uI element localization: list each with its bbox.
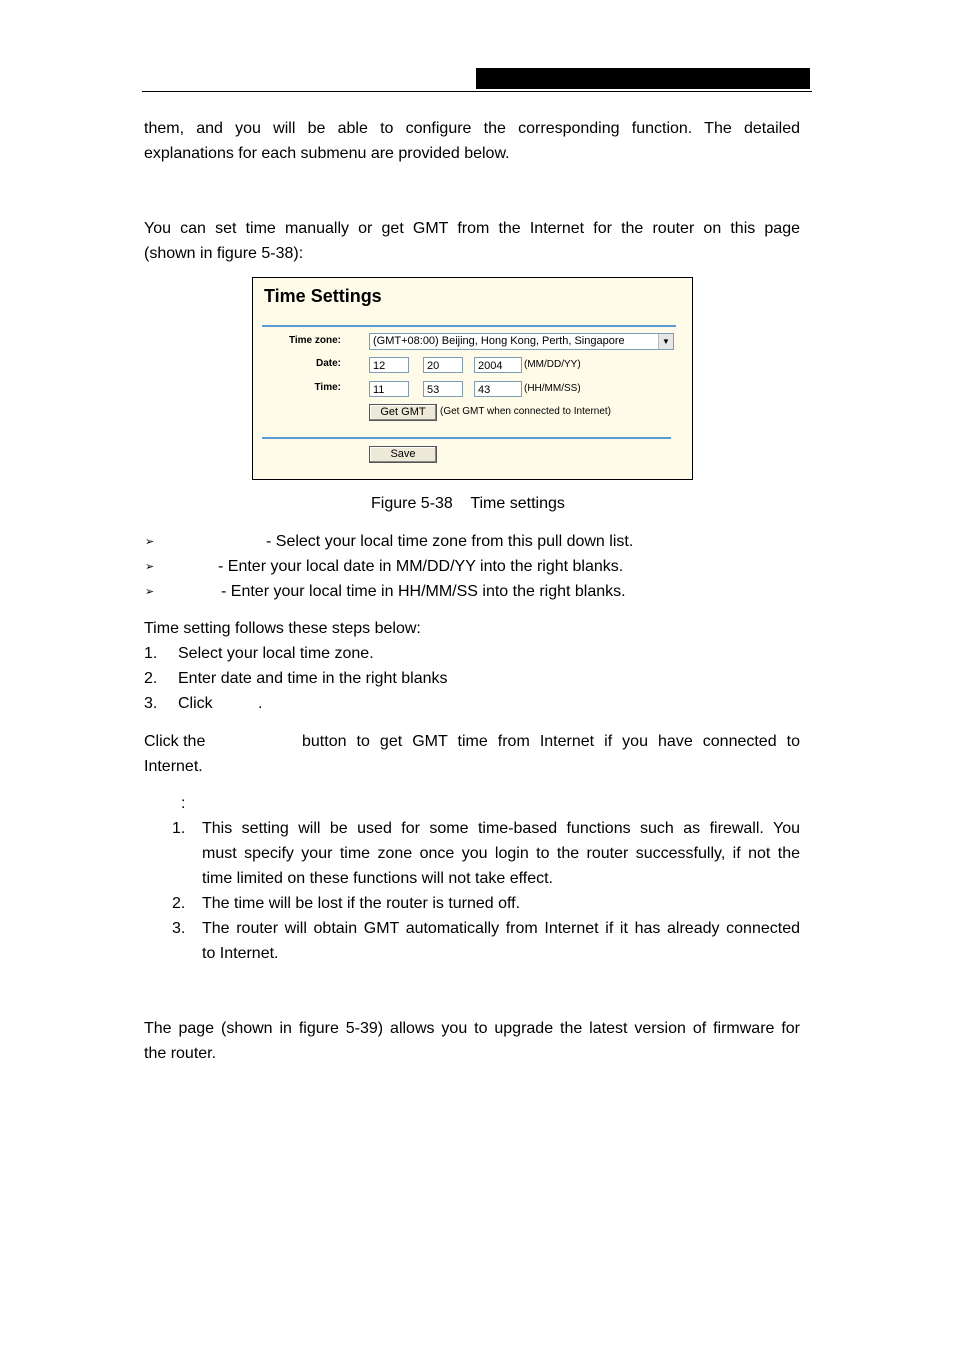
upgrade-para-line1: The page (shown in figure 5-39) allows you to upgrade the latest version of firmware for — [144, 1020, 800, 1037]
figure-bottom-divider — [262, 437, 671, 439]
time-intro-line2: (shown in figure 5-38): — [144, 245, 304, 262]
step-text: Click — [178, 695, 213, 712]
step-number: 1. — [144, 645, 158, 662]
figure-top-divider — [262, 325, 676, 327]
timezone-select[interactable] — [369, 333, 674, 350]
time-hour-input[interactable]: 11 — [369, 381, 409, 397]
arrowhead-bullet-icon: ➢ — [145, 561, 155, 573]
note-colon: : — [181, 795, 186, 812]
date-month-input[interactable]: 12 — [369, 357, 409, 373]
figure-caption: Figure 5-38 Time settings — [371, 495, 565, 512]
note-3-line1: The router will obtain GMT automatically from Internet if it has already connected — [202, 920, 800, 937]
gmt-para-part1: Click the — [144, 733, 206, 750]
step-number: 2. — [144, 670, 158, 687]
note-number: 1. — [172, 820, 186, 837]
note-1-line1: This setting will be used for some time-based functions such as firewall. You — [202, 820, 800, 837]
step-suffix: . — [258, 695, 263, 712]
gmt-para-part2: button to get GMT time from Internet if you have connected to — [302, 733, 800, 750]
time-format-hint: (HH/MM/SS) — [524, 383, 581, 394]
time-intro-line1: You can set time manually or get GMT from the Internet for the router on this page — [144, 220, 800, 237]
bullet-timezone-text: - Select your local time zone from this pull down list. — [266, 533, 634, 550]
arrowhead-bullet-icon: ➢ — [145, 586, 155, 598]
intro-paragraph-line2: explanations for each submenu are provided below. — [144, 145, 510, 162]
note-2-line1: The time will be lost if the router is turned off. — [202, 895, 521, 912]
note-number: 3. — [172, 920, 186, 937]
date-label: Date: — [315, 358, 341, 369]
bullet-time-text: - Enter your local time in HH/MM/SS into the right blanks. — [221, 583, 626, 600]
header-rule — [142, 91, 812, 92]
date-day-input[interactable]: 20 — [423, 357, 463, 373]
figure-title: Time Settings — [264, 286, 382, 306]
time-minute-input[interactable]: 53 — [423, 381, 463, 397]
timezone-label: Time zone: — [288, 335, 341, 346]
date-year-input[interactable]: 2004 — [474, 357, 522, 373]
time-second-input[interactable]: 43 — [474, 381, 522, 397]
intro-paragraph-line1: them, and you will be able to configure the corresponding function. The detailed — [144, 120, 800, 137]
step-number: 3. — [144, 695, 158, 712]
header-bar — [476, 68, 810, 89]
steps-intro: Time setting follows these steps below: — [144, 620, 421, 637]
time-label: Time: — [314, 382, 341, 393]
note-1-line3: time limited on these functions will not take effect. — [202, 870, 553, 887]
time-settings-figure — [252, 277, 693, 480]
get-gmt-button[interactable]: Get GMT — [369, 404, 437, 421]
save-button[interactable]: Save — [369, 446, 437, 463]
gmt-para-line2: Internet. — [144, 758, 203, 775]
step-text: Select your local time zone. — [178, 645, 374, 662]
arrowhead-bullet-icon: ➢ — [145, 536, 155, 548]
step-text: Enter date and time in the right blanks — [178, 670, 448, 687]
get-gmt-note: (Get GMT when connected to Internet) — [440, 406, 612, 417]
bullet-date-text: - Enter your local date in MM/DD/YY into the right blanks. — [218, 558, 624, 575]
note-3-line2: to Internet. — [202, 945, 279, 962]
date-format-hint: (MM/DD/YY) — [524, 359, 581, 370]
note-1-line2: must specify your time zone once you login to the router successfully, if not the — [202, 845, 800, 862]
dropdown-arrow-icon[interactable]: ▼ — [658, 334, 673, 349]
upgrade-para-line2: the router. — [144, 1045, 217, 1062]
timezone-select-value: (GMT+08:00) Beijing, Hong Kong, Perth, Singapore — [373, 335, 625, 347]
note-number: 2. — [172, 895, 186, 912]
